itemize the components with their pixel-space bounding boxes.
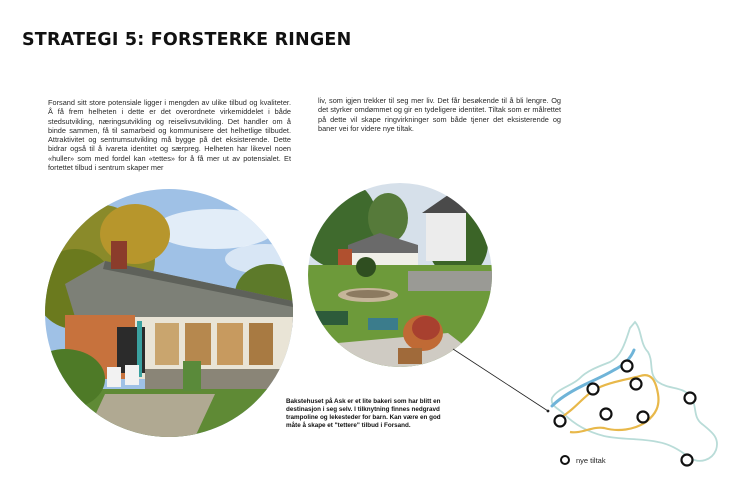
new-measure-marker-icon	[560, 455, 570, 465]
marker-5	[601, 409, 612, 420]
cottage-photo	[45, 189, 293, 437]
marker-8	[682, 455, 693, 466]
marker-6	[638, 412, 649, 423]
body-text-column-2: liv, som igjen trekker til seg mer liv. Det får besøkende til å bli lengre. Og det styrker omdømmet og gir en tydeligere identitet. Tiltak som er målrettet på dette vil skape ringvirkninger som både tjener det eksisterende og baner vei for videre nye tiltak.	[318, 96, 561, 133]
marker-4	[685, 393, 696, 404]
body-text-column-1: Forsand sitt store potensiale ligger i mengden av ulike tilbud og kvaliteter. Å få frem helheten i dette er det overordnete virkemiddelet i både stedsutvikling, næringsutvikling og reiselivsutvikling. Det handler om å binde sammen, få til samarbeid og kommunisere det helhetlige tilbudet. Attraktivitet og sentrumsutvikling må bygge på det eksisterende. Dette bidrar også til å ivareta identitet og særpreg. Helheten har likevel noen «huller» som med fordel kan «tettes» for å få mer ut av potensialet. Et fortettet tilbud i sentrum skaper mer	[48, 98, 291, 172]
bakery-garden-photo	[308, 183, 492, 367]
marker-1	[622, 361, 633, 372]
marker-7	[555, 416, 566, 427]
page-title: STRATEGI 5: FORSTERKE RINGEN	[22, 30, 352, 50]
land-outline	[552, 322, 717, 461]
map-legend	[560, 455, 606, 465]
legend-label: nye tiltak	[576, 455, 606, 465]
marker-2	[588, 384, 599, 395]
photo-caption: Bakstehuset på Ask er et lite bakeri som har blitt en destinasjon i seg selv. I tilknytning finnes nedgravd trampoline og lekesteder for barn. Kan være en god måte å skape et "tettere" tilbud i Forsand.	[286, 398, 441, 430]
ring-map	[530, 310, 740, 470]
water	[552, 350, 634, 406]
marker-3	[631, 379, 642, 390]
